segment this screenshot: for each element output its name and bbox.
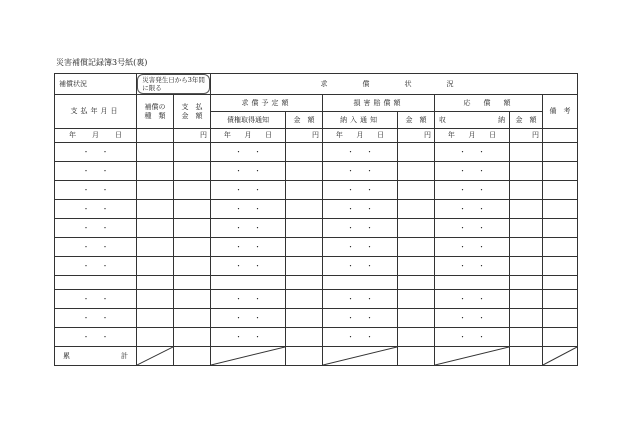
table-cell [174,328,211,347]
table-cell: ・・ [435,162,510,181]
table-cell: ・・ [323,238,398,257]
table-cell [286,257,323,276]
table-cell [286,290,323,309]
table-cell: ・・ [55,181,137,200]
table-cell: ・・ [211,219,286,238]
total-kyusho [286,347,323,366]
header-row-1 [55,74,578,95]
table-cell [398,162,435,181]
table-cell [174,162,211,181]
table-cell: ・・ [211,143,286,162]
saiken-shutoku-header: 債権取得通知 [211,112,286,129]
hosho-jokyo-label: 補償状況 [55,74,137,95]
total-diagonal-5 [543,347,578,366]
compensation-record-table [54,73,578,366]
table-cell [286,238,323,257]
shiharai-kingaku-header: 支 払 金 額 [174,95,211,129]
table-cell [543,290,578,309]
table-cell [137,200,174,219]
table-cell [510,328,543,347]
table-cell [543,181,578,200]
hosho-shurui-header: 補償の 種 類 [137,95,174,129]
nyu-tsuchi-header: 納入通知 [323,112,398,129]
table-cell: ・・ [211,200,286,219]
table-cell [286,276,323,290]
table-cell [543,328,578,347]
table-row [55,238,578,257]
total-songai [398,347,435,366]
total-shiharai [174,347,211,366]
kingaku-header-1: 金 額 [286,112,323,129]
table-cell: ・・ [323,181,398,200]
songai-baisho-header: 損害賠償額 [323,95,435,112]
unit-blank-biko [543,129,578,143]
unit-date-1: 年 月 日 [55,129,137,143]
shu-nou-header: 収 納 [435,112,510,129]
unit-date-2: 年 月 日 [211,129,286,143]
table-cell: ・・ [435,309,510,328]
table-cell: ・・ [435,328,510,347]
table-cell [398,181,435,200]
table-cell [286,328,323,347]
table-cell: ・・ [211,257,286,276]
table-cell: ・・ [55,309,137,328]
kyusho-jokyo-label: 求 償 状 況 [211,74,578,95]
table-cell [286,143,323,162]
table-cell [398,219,435,238]
biko-header: 備 考 [543,95,578,129]
table-row [55,143,578,162]
table-row [55,309,578,328]
table-cell [398,290,435,309]
table-cell [286,309,323,328]
table-cell [137,143,174,162]
table-cell [510,143,543,162]
table-cell: ・・ [211,309,286,328]
total-osho [510,347,543,366]
table-cell [398,257,435,276]
table-cell: ・・ [323,257,398,276]
table-cell: ・・ [323,328,398,347]
table-cell [543,162,578,181]
header-row-2 [55,95,578,112]
table-cell [510,162,543,181]
table-cell [510,276,543,290]
table-cell: ・・ [323,200,398,219]
table-cell [510,257,543,276]
table-cell [510,181,543,200]
table-cell [435,276,510,290]
table-cell [174,181,211,200]
table-cell [286,162,323,181]
table-cell: ・・ [55,162,137,181]
table-cell [510,200,543,219]
table-cell: ・・ [211,162,286,181]
table-cell: ・・ [55,238,137,257]
table-cell: ・・ [55,328,137,347]
table-cell: ・・ [435,238,510,257]
table-cell: ・・ [211,181,286,200]
table-cell: ・・ [435,290,510,309]
table-cell: ・・ [55,200,137,219]
table-cell [398,143,435,162]
table-cell: ・・ [211,238,286,257]
unit-row [55,129,578,143]
table-cell [137,238,174,257]
table-cell: ・・ [211,290,286,309]
table-cell: ・・ [211,328,286,347]
kingaku-header-2: 金 額 [398,112,435,129]
table-cell [137,219,174,238]
table-cell [137,257,174,276]
total-diagonal-2 [211,347,286,366]
table-cell [543,143,578,162]
table-cell [398,238,435,257]
table-cell [286,181,323,200]
table-row [55,219,578,238]
table-cell [174,309,211,328]
table-cell [323,276,398,290]
table-cell [286,219,323,238]
table-cell [137,328,174,347]
table-row [55,181,578,200]
table-cell: ・・ [323,309,398,328]
table-cell [137,276,174,290]
table-cell: ・・ [55,257,137,276]
limit-note: 災害発生日から3年間 に限る [137,74,211,95]
table-cell: ・・ [435,219,510,238]
separator-row [55,276,578,290]
total-diagonal-4 [435,347,510,366]
table-cell: ・・ [323,162,398,181]
table-cell [543,276,578,290]
kyusho-yotei-header: 求償予定額 [211,95,323,112]
table-cell [510,238,543,257]
table-cell: ・・ [323,143,398,162]
table-cell [174,219,211,238]
unit-yen-4: 円 [510,129,543,143]
shiharai-date-header: 支払年月日 [55,95,137,129]
table-cell [543,219,578,238]
osho-header: 応 償 額 [435,95,543,112]
table-cell: ・・ [323,219,398,238]
table-row [55,200,578,219]
table-cell: ・・ [55,290,137,309]
table-cell [510,219,543,238]
unit-yen-3: 円 [398,129,435,143]
table-cell [398,309,435,328]
unit-yen-2: 円 [286,129,323,143]
total-diagonal-1 [137,347,174,366]
table-cell [510,309,543,328]
form-title: 災害補償記録簿3号紙(裏) [56,58,148,67]
total-diagonal-3 [323,347,398,366]
table-cell: ・・ [435,257,510,276]
table-cell: ・・ [55,219,137,238]
table-cell [174,200,211,219]
table-cell: ・・ [435,143,510,162]
table-cell [211,276,286,290]
table-cell [174,276,211,290]
total-label: 累 計 [55,347,137,366]
table-cell: ・・ [55,143,137,162]
table-cell [510,290,543,309]
kingaku-header-3: 金 額 [510,112,543,129]
table-cell [137,162,174,181]
table-cell [174,143,211,162]
unit-date-4: 年 月 日 [435,129,510,143]
table-cell [398,200,435,219]
table-cell: ・・ [435,200,510,219]
unit-yen-1: 円 [174,129,211,143]
table-cell [174,238,211,257]
table-cell [174,290,211,309]
table-cell [55,276,137,290]
table-row [55,257,578,276]
table-row [55,328,578,347]
table-row [55,290,578,309]
table-cell [398,276,435,290]
table-cell [137,290,174,309]
table-cell [543,238,578,257]
total-row [55,347,578,366]
table-cell [174,257,211,276]
table-cell [286,200,323,219]
unit-blank [137,129,174,143]
table-cell: ・・ [435,181,510,200]
table-cell [543,257,578,276]
table-row [55,162,578,181]
unit-date-3: 年 月 日 [323,129,398,143]
table-cell [543,200,578,219]
table-cell: ・・ [323,290,398,309]
table-cell [137,181,174,200]
table-cell [137,309,174,328]
table-cell [398,328,435,347]
table-cell [543,309,578,328]
